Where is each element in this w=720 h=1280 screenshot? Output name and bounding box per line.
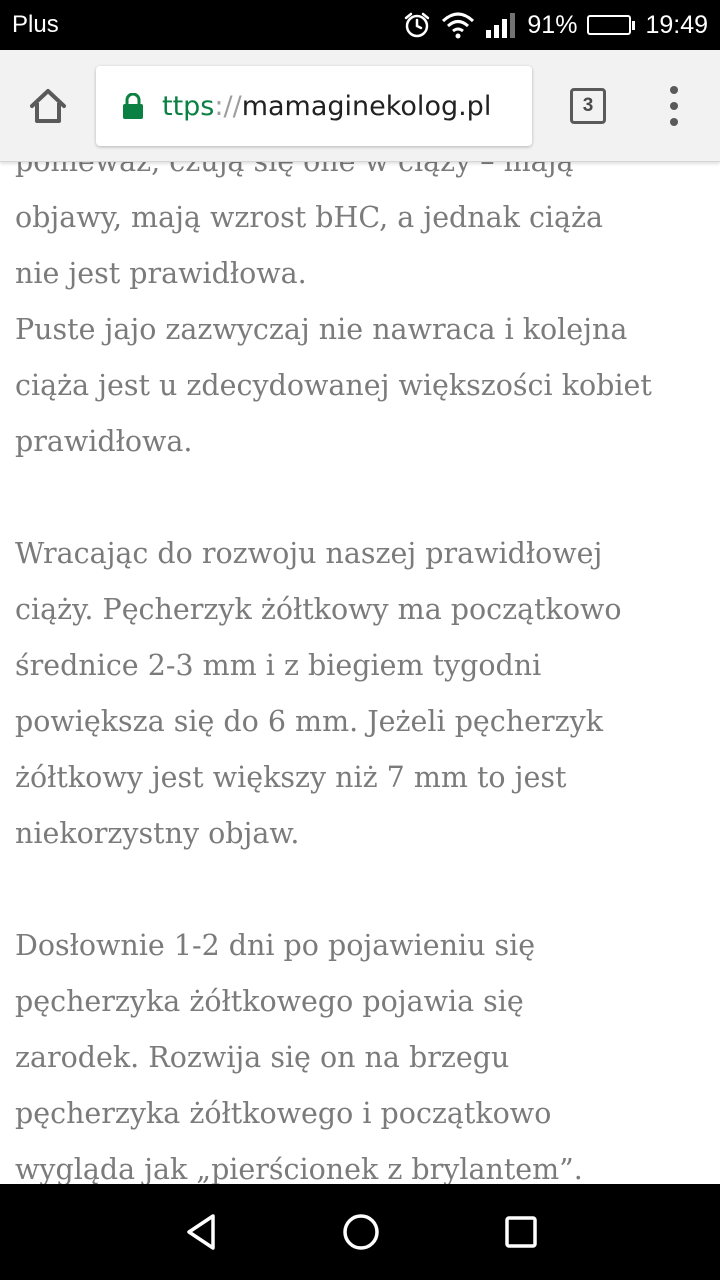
url-separator: :// (214, 90, 242, 122)
home-circle-icon (341, 1212, 381, 1252)
text-line: niekorzystny objaw. (15, 817, 300, 850)
back-button[interactable] (177, 1208, 225, 1256)
text-line: pęcherzyka żółtkowego pojawia się (15, 985, 524, 1018)
browser-toolbar (0, 50, 720, 162)
text-line: zarodek. Rozwija się on na brzegu (15, 1041, 510, 1074)
tab-switcher-button[interactable] (570, 88, 606, 124)
text-line: wygląda jak „pierścionek z brylantem”. (15, 1153, 583, 1184)
text-line: pęcherzyka żółtkowego i początkowo (15, 1097, 552, 1130)
lock-icon (122, 93, 144, 119)
text-line: żółtkowy jest większy niż 7 mm to jest (15, 761, 567, 794)
overflow-menu-button[interactable] (656, 80, 692, 132)
text-line: objawy, mają wzrost bHC, a jednak ciąża (15, 201, 604, 234)
navigation-bar (0, 1184, 720, 1280)
address-bar[interactable] (96, 66, 532, 146)
text-line: Wracając do rozwoju naszej prawidłowej (15, 537, 603, 570)
alarm-icon (403, 11, 431, 39)
text-line: prawidłowa. (15, 425, 193, 458)
text-line: Dosłownie 1-2 dni po pojawieniu się (15, 929, 536, 962)
carrier-name: Plus (12, 11, 59, 38)
text-line: ciąża jest u zdecydowanej większości kobiet (15, 369, 652, 402)
url-host: mamaginekolog.pl (241, 90, 492, 122)
clock: 19:49 (645, 10, 708, 39)
text-line: ciąży. Pęcherzyk żółtkowy ma początkowo (15, 593, 622, 626)
status-bar (0, 0, 720, 50)
page-content[interactable] (0, 50, 720, 1184)
article-paragraph (15, 918, 715, 1184)
text-line: powiększa się do 6 mm. Jeżeli pęcherzyk (15, 705, 603, 738)
text-line: Puste jajo zazwyczaj nie nawraca i kolejna (15, 313, 628, 346)
wifi-icon (441, 11, 475, 39)
recents-button[interactable] (497, 1208, 545, 1256)
url-text (162, 91, 491, 122)
text-line: średnice 2-3 mm i z biegiem tygodni (15, 649, 542, 682)
home-button[interactable] (20, 78, 76, 134)
battery-percent: 91% (527, 10, 578, 39)
tab-count: 3 (582, 95, 594, 116)
back-icon (181, 1212, 221, 1252)
battery-icon (587, 15, 635, 35)
home-icon (28, 86, 68, 126)
home-nav-button[interactable] (337, 1208, 385, 1256)
signal-icon (485, 12, 517, 38)
menu-dot-icon (670, 118, 678, 126)
article-paragraph (15, 526, 715, 862)
status-icons (403, 11, 708, 40)
article-paragraph (15, 134, 715, 470)
menu-dot-icon (670, 102, 678, 110)
text-line: nie jest prawidłowa. (15, 257, 307, 290)
menu-dot-icon (670, 86, 678, 94)
article-text (15, 134, 715, 1184)
recents-icon (501, 1212, 541, 1252)
url-scheme: ttps (162, 90, 215, 122)
